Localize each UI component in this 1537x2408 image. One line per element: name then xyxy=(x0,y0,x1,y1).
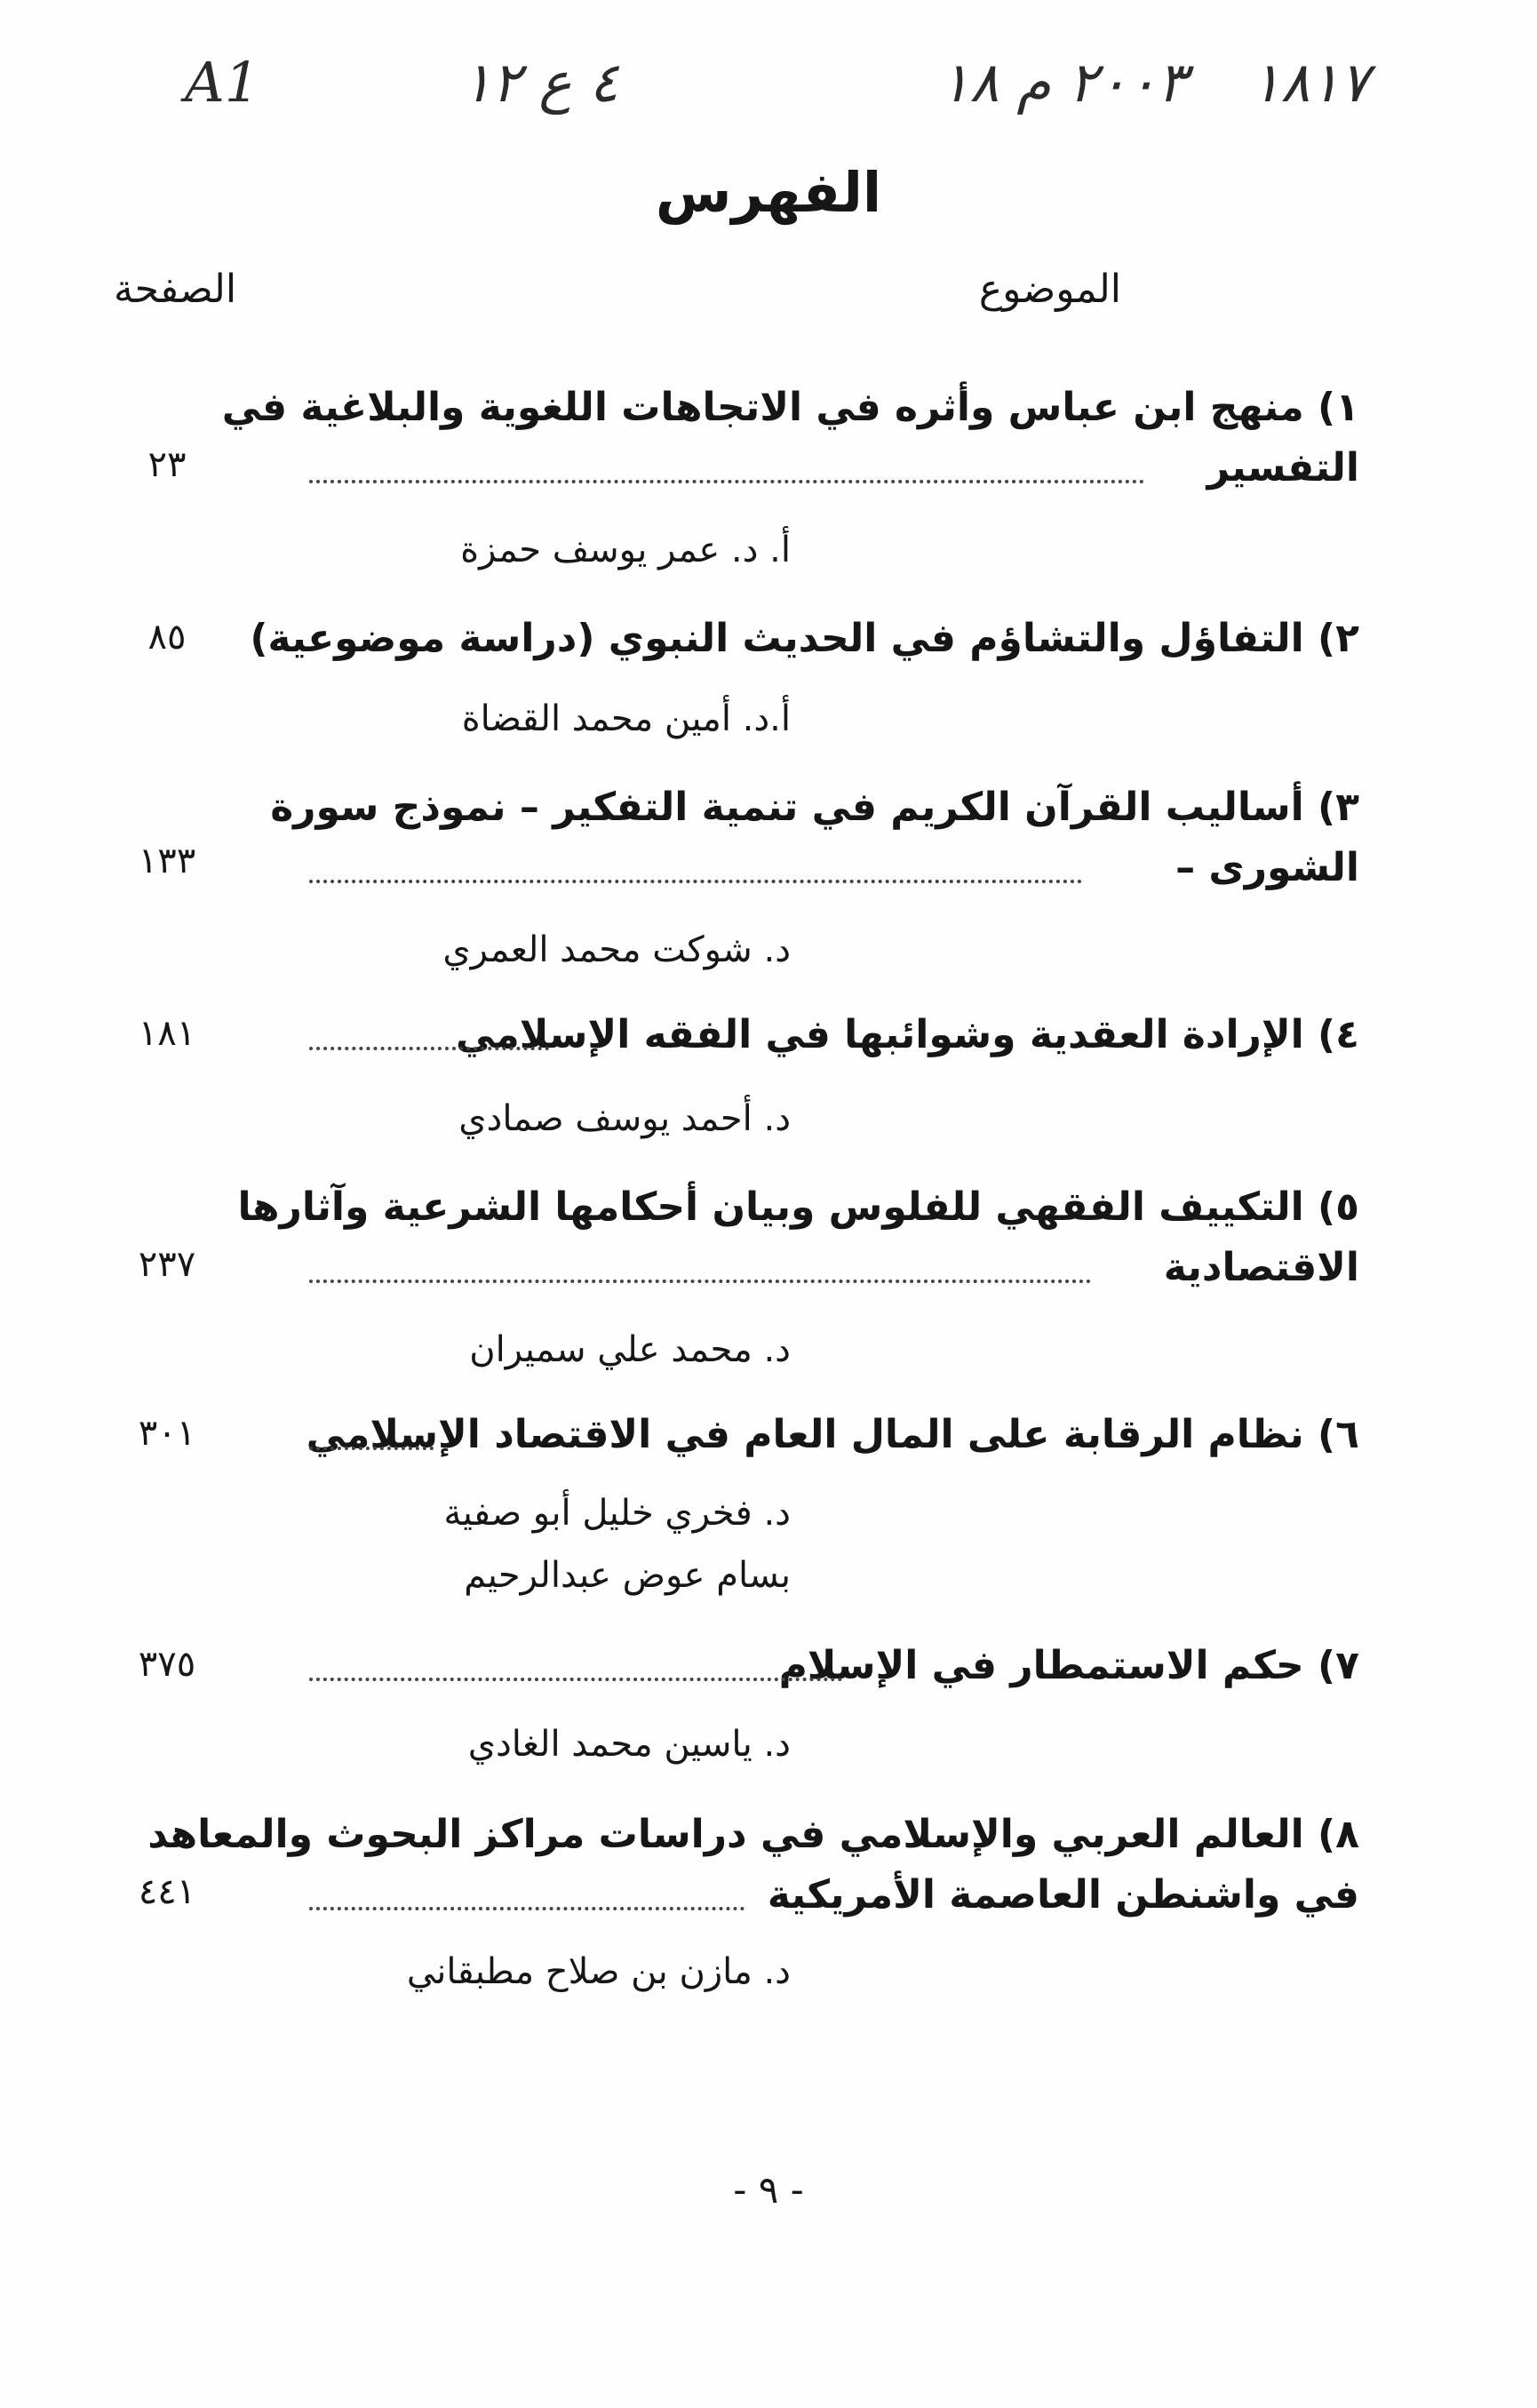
toc-leader-dots xyxy=(309,876,1082,883)
toc-leader-dots xyxy=(309,1674,842,1681)
column-header-topic: الموضوع xyxy=(978,267,1121,312)
toc-entry-3-title-line1[interactable]: ٣) أساليب القرآن الكريم في تنمية التفكير – نموذج سورة xyxy=(270,785,1359,830)
page-number: - ٩ - xyxy=(733,2168,804,2212)
toc-entry-3-title-line2[interactable]: الشورى – xyxy=(1175,845,1359,890)
toc-entry-4-title[interactable]: ٤) الإرادة العقدية وشوائبها في الفقه الإسلامي xyxy=(456,1012,1359,1057)
toc-entry-2-author: أ.د. أمين محمد القضاة xyxy=(461,698,791,739)
toc-leader-dots xyxy=(309,1443,434,1450)
toc-entry-8-title-line1[interactable]: ٨) العالم العربي والإسلامي في دراسات مراكز البحوث والمعاهد xyxy=(147,1812,1359,1857)
toc-entry-6-author-2: بسام عوض عبدالرحيم xyxy=(464,1555,791,1596)
handwritten-mark: A1 xyxy=(185,50,260,115)
toc-entry-1-title-line1[interactable]: ١) منهج ابن عباس وأثره في الاتجاهات اللغوية والبلاغية في xyxy=(221,385,1359,430)
page-title: الفهرس xyxy=(655,160,882,225)
toc-entry-3-author: د. شوكت محمد العمري xyxy=(442,929,791,970)
toc-entry-8-author: د. مازن بن صلاح مطبقاني xyxy=(406,1951,791,1992)
toc-entry-4-page[interactable]: ١٨١ xyxy=(138,1013,196,1054)
handwritten-issue: ٤ ع ١٢ xyxy=(462,50,619,115)
toc-entry-7-page[interactable]: ٣٧٥ xyxy=(138,1644,196,1685)
toc-entry-5-author: د. محمد علي سميران xyxy=(469,1329,791,1370)
toc-entry-6-title[interactable]: ٦) نظام الرقابة على المال العام في الاقتصاد الإسلامي xyxy=(306,1412,1359,1457)
toc-entry-3-page[interactable]: ١٣٣ xyxy=(138,841,196,881)
toc-entry-8-page[interactable]: ٤٤١ xyxy=(138,1871,196,1912)
toc-leader-dots xyxy=(309,1903,745,1910)
toc-entry-6-page[interactable]: ٣٠١ xyxy=(138,1413,196,1454)
toc-leader-dots xyxy=(309,1043,549,1050)
handwritten-date: ٢٠٠٣ م ١٨ xyxy=(940,50,1187,115)
toc-entry-7-title[interactable]: ٧) حكم الاستمطار في الإسلام xyxy=(778,1643,1359,1688)
toc-entry-1-page[interactable]: ٢٣ xyxy=(147,444,187,485)
handwritten-ref: ١٨١٧ xyxy=(1251,50,1370,115)
column-header-page: الصفحة xyxy=(114,267,237,312)
toc-entry-8-title-line2[interactable]: في واشنطن العاصمة الأمريكية xyxy=(767,1872,1359,1918)
toc-entry-5-title-line2[interactable]: الاقتصادية xyxy=(1163,1245,1359,1290)
toc-entry-4-author: د. أحمد يوسف صمادي xyxy=(458,1098,791,1139)
toc-leader-dots xyxy=(309,476,1144,483)
toc-entry-5-title-line1[interactable]: ٥) التكييف الفقهي للفلوس وبيان أحكامها الشرعية وآثارها xyxy=(237,1184,1359,1230)
toc-entry-7-author: د. ياسين محمد الغادي xyxy=(467,1724,791,1765)
toc-entry-6-author-1: د. فخري خليل أبو صفية xyxy=(443,1493,791,1534)
toc-entry-5-page[interactable]: ٢٣٧ xyxy=(138,1244,196,1285)
toc-entry-2-title[interactable]: ٢) التفاؤل والتشاؤم في الحديث النبوي (دراسة موضوعية) xyxy=(250,616,1359,661)
toc-entry-1-title-line2[interactable]: التفسير xyxy=(1207,445,1359,490)
toc-entry-2-page[interactable]: ٨٥ xyxy=(147,617,187,658)
toc-entry-1-author: أ. د. عمر يوسف حمزة xyxy=(460,530,791,570)
toc-leader-dots xyxy=(309,1276,1091,1283)
